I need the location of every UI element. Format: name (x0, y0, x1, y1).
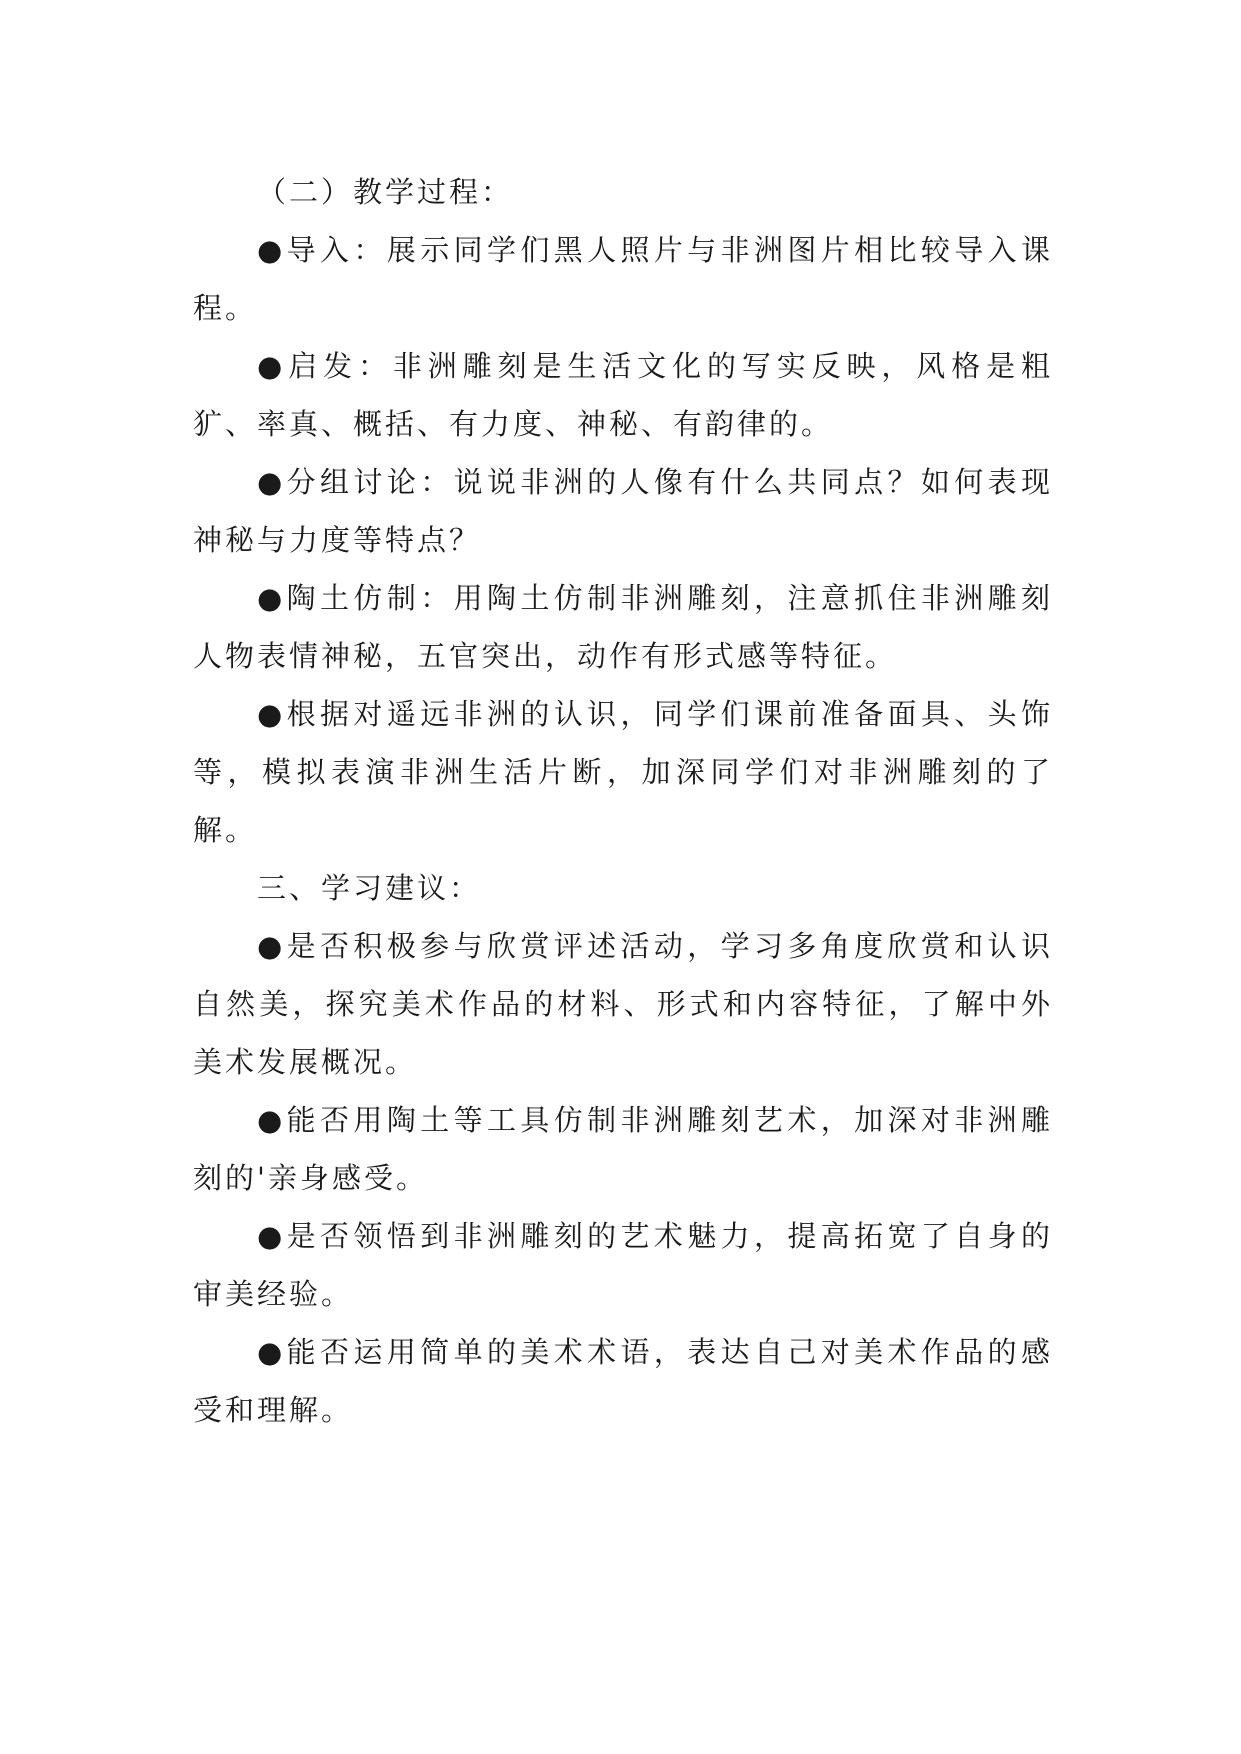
paragraph-clay-imitation: ●陶土仿制：用陶土仿制非洲雕刻，注意抓住非洲雕刻人物表情神秘，五官突出，动作有形式感等特征。 (193, 581, 1053, 673)
section-heading-teaching-process: （二）教学过程： (257, 175, 514, 209)
section-heading-learning-suggestions: 三、学习建议： (257, 871, 482, 905)
paragraph-suggestion-clay: ●能否用陶土等工具仿制非洲雕刻艺术，加深对非洲雕刻的'亲身感受。 (193, 1103, 1053, 1195)
document-body (193, 163, 1053, 1439)
paragraph-inspiration: ●启发：非洲雕刻是生活文化的写实反映，风格是粗犷、率真、概括、有力度、神秘、有韵律的。 (193, 349, 1053, 441)
paragraph-suggestion-terms: ●能否运用简单的美术术语，表达自己对美术作品的感受和理解。 (193, 1335, 1053, 1427)
paragraph-introduction: ●导入：展示同学们黑人照片与非洲图片相比较导入课程。 (193, 233, 1053, 325)
paragraph-group-discussion: ●分组讨论：说说非洲的人像有什么共同点？如何表现神秘与力度等特点？ (193, 465, 1053, 557)
paragraph-suggestion-charm: ●是否领悟到非洲雕刻的艺术魅力，提高拓宽了自身的审美经验。 (193, 1219, 1053, 1311)
paragraph-suggestion-appreciation: ●是否积极参与欣赏评述活动，学习多角度欣赏和认识自然美，探究美术作品的材料、形式和内容特征，了解中外美术发展概况。 (193, 929, 1053, 1079)
paragraph-performance: ●根据对遥远非洲的认识，同学们课前准备面具、头饰等，模拟表演非洲生活片断，加深同学们对非洲雕刻的了解。 (193, 697, 1053, 847)
